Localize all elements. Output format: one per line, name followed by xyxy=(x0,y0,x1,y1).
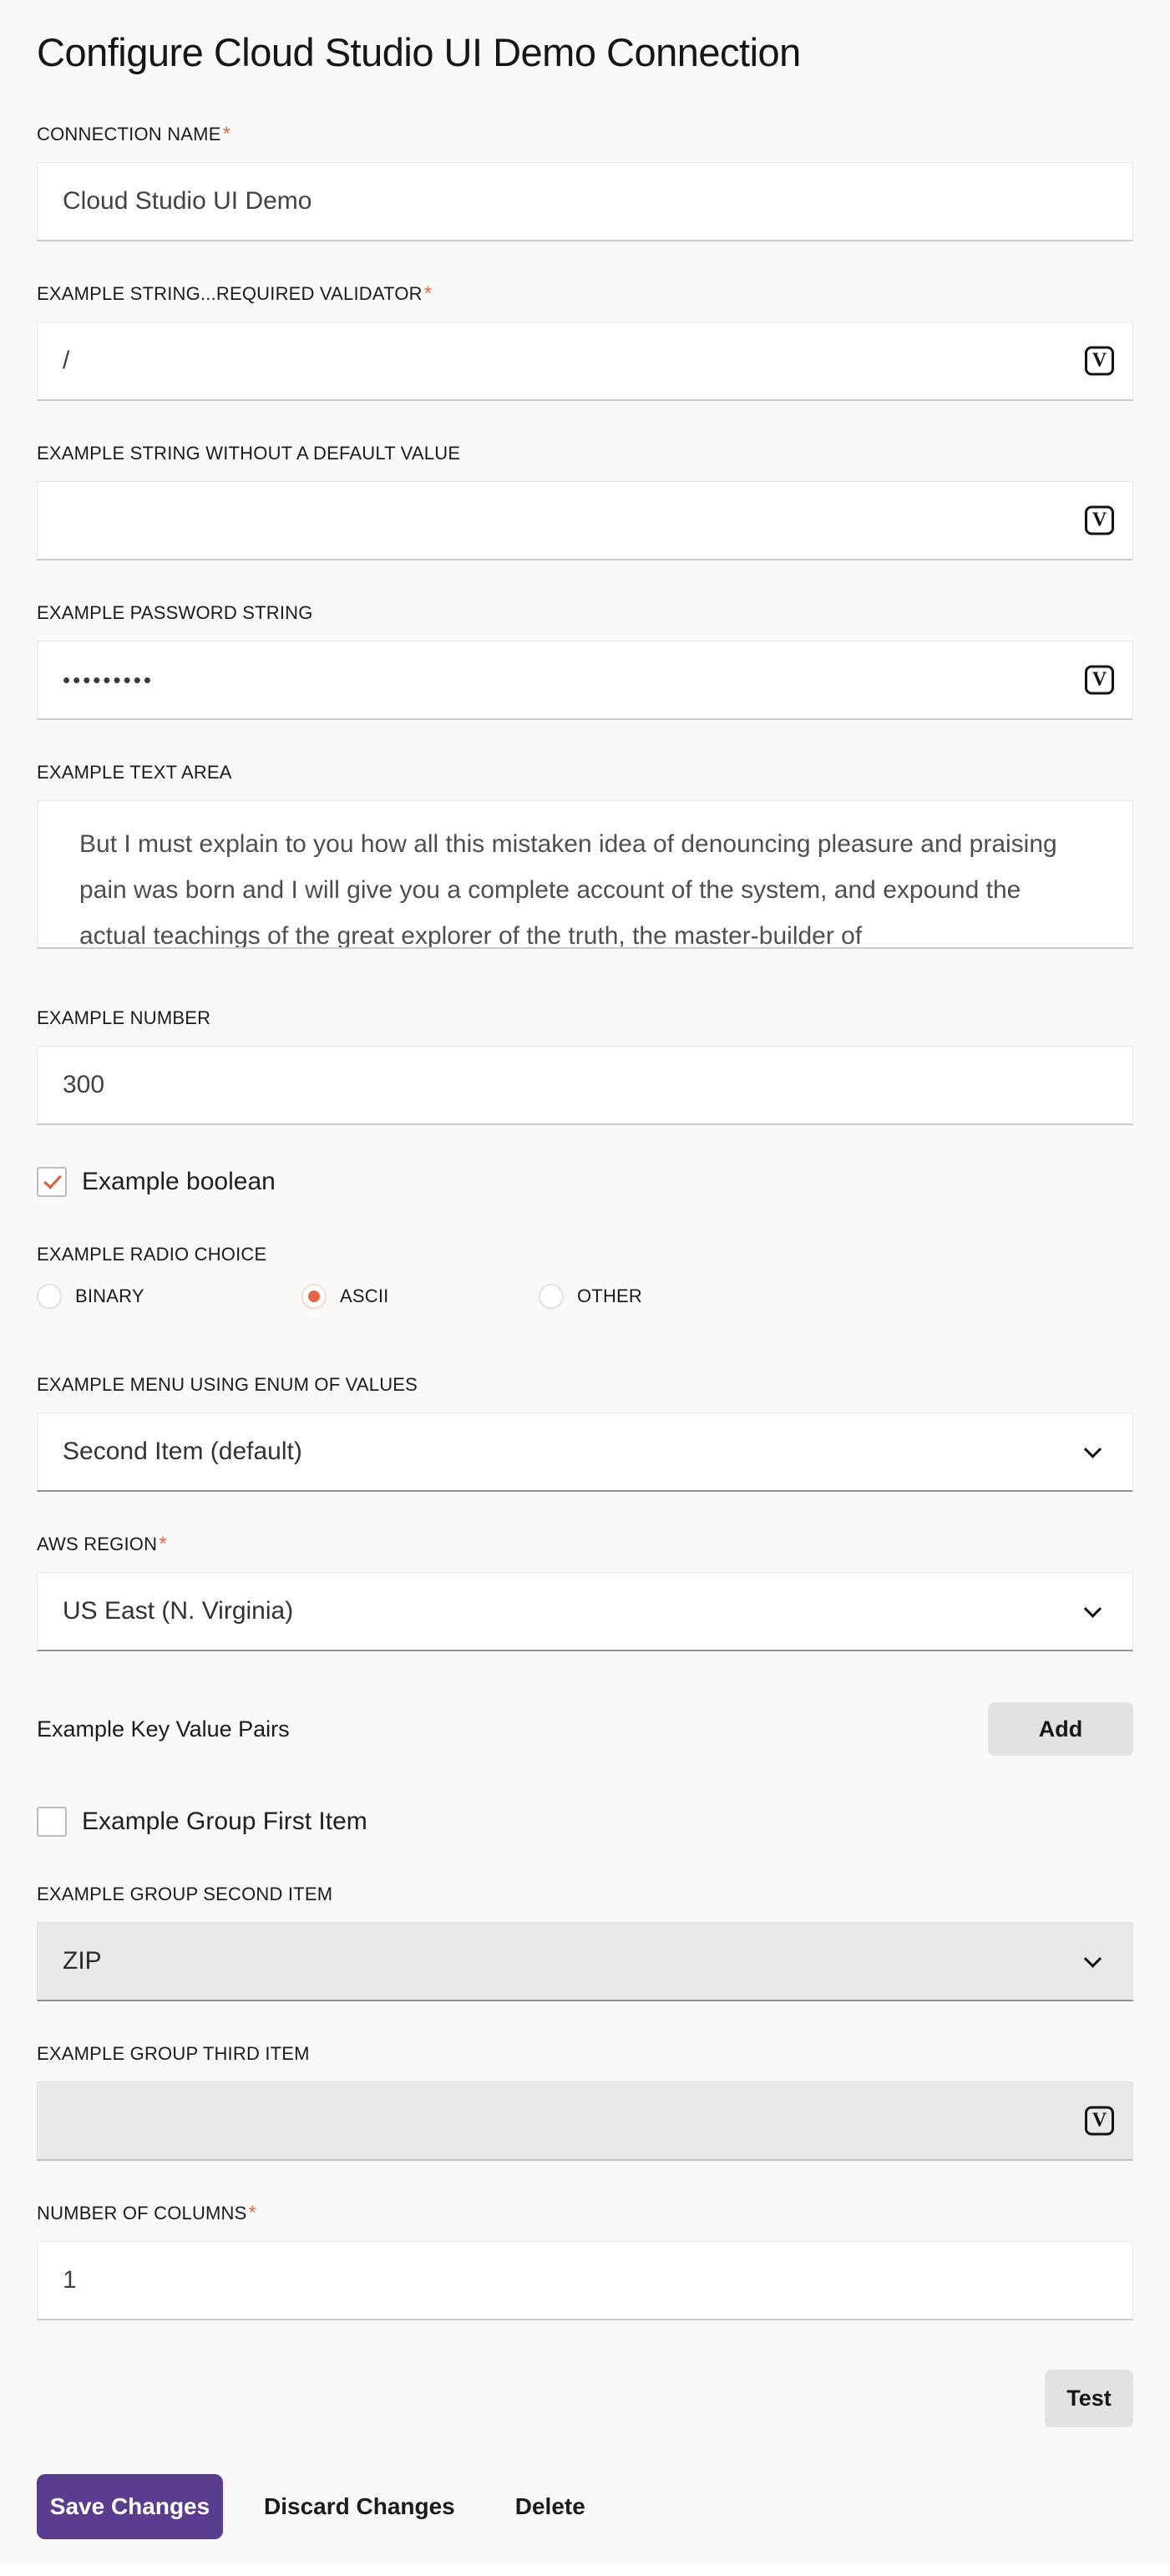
field-group-number-of-columns xyxy=(37,2203,1133,2320)
radio-option-binary[interactable]: BINARY xyxy=(37,1284,301,1309)
example-string-required-input[interactable] xyxy=(38,322,1132,399)
group-third-item-label: EXAMPLE GROUP THIRD ITEM xyxy=(37,2043,310,2064)
field-group-example-radio xyxy=(37,1244,1133,1309)
radio-option-ascii[interactable]: ASCII xyxy=(301,1284,539,1309)
group-second-item-label: EXAMPLE GROUP SECOND ITEM xyxy=(37,1884,333,1904)
connection-name-input-box xyxy=(37,162,1133,241)
connection-name-label: CONNECTION NAME * xyxy=(37,123,231,145)
example-string-no-default-input[interactable] xyxy=(38,482,1132,559)
number-of-columns-input-box xyxy=(37,2241,1133,2320)
page-title: Configure Cloud Studio UI Demo Connection xyxy=(37,30,801,74)
chevron-down-icon xyxy=(1084,1441,1102,1458)
validator-icon[interactable]: V xyxy=(1085,2107,1114,2136)
required-asterisk: * xyxy=(248,2202,257,2224)
example-number-label: EXAMPLE NUMBER xyxy=(37,1007,211,1028)
field-group-example-text-area xyxy=(37,762,1133,949)
field-group-connection-name xyxy=(37,124,1133,241)
group-second-item-selected-value: ZIP xyxy=(63,1947,102,1975)
example-menu-label: EXAMPLE MENU USING ENUM OF VALUES xyxy=(37,1374,418,1395)
field-group-example-string-no-default xyxy=(37,443,1133,560)
example-menu-selected-value: Second Item (default) xyxy=(63,1438,302,1465)
aws-region-select[interactable] xyxy=(37,1572,1133,1651)
example-password-input-box xyxy=(37,641,1133,720)
key-value-pairs-row xyxy=(37,1702,1133,1756)
number-of-columns-input[interactable] xyxy=(38,2242,1132,2319)
validator-icon[interactable]: V xyxy=(1085,347,1114,376)
example-text-area-input[interactable] xyxy=(37,800,1133,949)
group-second-item-select xyxy=(37,1922,1133,2001)
key-value-pairs-label: Example Key Value Pairs xyxy=(37,1716,290,1742)
group-first-item-label: Example Group First Item xyxy=(82,1808,367,1835)
validator-icon[interactable]: V xyxy=(1085,506,1114,535)
example-string-required-label: EXAMPLE STRING...REQUIRED VALIDATOR * xyxy=(37,282,433,305)
radio-circle-binary[interactable] xyxy=(37,1284,62,1309)
example-boolean-label: Example boolean xyxy=(82,1168,276,1195)
example-boolean-row xyxy=(37,1167,1133,1197)
example-text-area-label: EXAMPLE TEXT AREA xyxy=(37,762,232,783)
delete-button[interactable]: Delete xyxy=(514,2493,585,2519)
example-radio-options xyxy=(37,1284,1133,1309)
example-number-input[interactable] xyxy=(38,1047,1132,1123)
field-group-example-password xyxy=(37,602,1133,720)
field-group-example-menu xyxy=(37,1374,1133,1492)
example-password-label: EXAMPLE PASSWORD STRING xyxy=(37,602,313,623)
number-of-columns-label: NUMBER OF COLUMNS * xyxy=(37,2202,257,2224)
aws-region-selected-value: US East (N. Virginia) xyxy=(63,1597,294,1625)
required-asterisk: * xyxy=(222,123,231,145)
save-changes-button[interactable]: Save Changes xyxy=(37,2474,223,2539)
group-third-item-input-box xyxy=(37,2082,1133,2161)
field-group-example-number xyxy=(37,1007,1133,1125)
required-asterisk: * xyxy=(159,1533,167,1555)
group-first-item-checkbox[interactable] xyxy=(37,1807,67,1837)
example-password-input[interactable] xyxy=(38,641,1132,718)
field-group-aws-region xyxy=(37,1534,1133,1651)
example-menu-select[interactable] xyxy=(37,1412,1133,1492)
add-button[interactable]: Add xyxy=(988,1702,1133,1756)
radio-option-other[interactable]: OTHER xyxy=(539,1284,642,1309)
chevron-down-icon xyxy=(1084,1950,1102,1968)
group-first-item-row xyxy=(37,1807,1133,1837)
test-row xyxy=(37,2370,1133,2427)
chevron-down-icon xyxy=(1084,1600,1102,1618)
example-string-no-default-input-box xyxy=(37,481,1133,560)
form-actions xyxy=(37,2474,1133,2539)
test-button[interactable]: Test xyxy=(1045,2370,1133,2427)
required-asterisk: * xyxy=(423,282,433,305)
bottom-strip xyxy=(0,2564,1170,2576)
example-number-input-box xyxy=(37,1046,1133,1125)
field-group-example-string-required xyxy=(37,283,1133,401)
radio-circle-ascii[interactable] xyxy=(301,1284,327,1309)
field-group-second-item xyxy=(37,1884,1133,2001)
example-string-required-input-box xyxy=(37,322,1133,401)
validator-icon[interactable]: V xyxy=(1085,666,1114,695)
example-boolean-checkbox[interactable] xyxy=(37,1167,67,1197)
radio-circle-other[interactable] xyxy=(539,1284,564,1309)
connection-name-input[interactable] xyxy=(38,163,1132,240)
aws-region-label: AWS REGION * xyxy=(37,1533,167,1555)
example-radio-label: EXAMPLE RADIO CHOICE xyxy=(37,1244,267,1265)
example-string-no-default-label: EXAMPLE STRING WITHOUT A DEFAULT VALUE xyxy=(37,443,461,464)
group-third-item-input xyxy=(38,2082,1132,2159)
field-group-third-item xyxy=(37,2043,1133,2161)
discard-changes-button[interactable]: Discard Changes xyxy=(264,2493,455,2519)
